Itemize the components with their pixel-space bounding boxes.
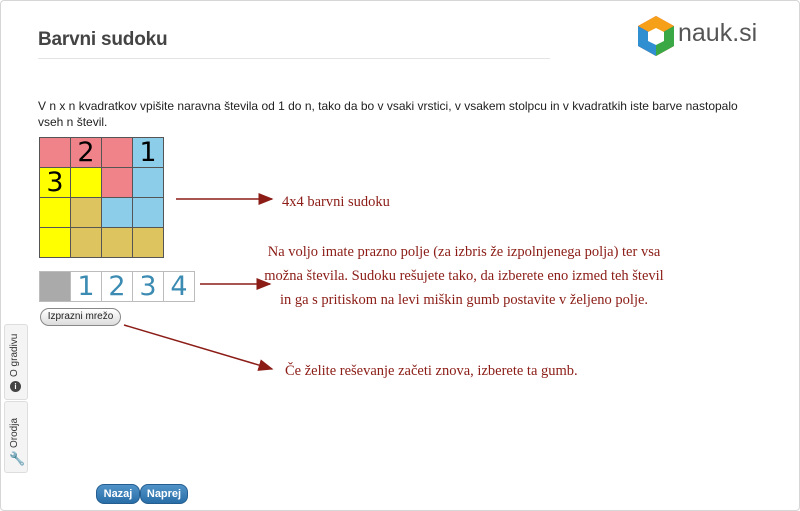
palette-number-1[interactable]: 1: [71, 272, 102, 301]
instructions-text: V n x n kvadratkov vpišite naravna števila od 1 do n, tako da bo v vsaki vrstici, v vsakem stolpcu in v kvadratkih iste barve nastopalo vseh n števil.: [38, 99, 738, 129]
palette-number-3[interactable]: 3: [133, 272, 164, 301]
grid-cell[interactable]: 2: [71, 138, 102, 168]
about-material-label: O gradivu: [9, 333, 20, 377]
grid-cell[interactable]: 1: [133, 138, 164, 168]
grid-note: 4x4 barvni sudoku: [282, 194, 390, 210]
palette-number-2[interactable]: 2: [102, 272, 133, 301]
palette-number-4[interactable]: 4: [164, 272, 194, 301]
back-button[interactable]: Nazaj: [96, 484, 140, 504]
info-icon: i: [10, 381, 21, 392]
clear-grid-button[interactable]: Izprazni mrežo: [40, 308, 121, 326]
palette-note: Na voljo imate prazno polje (za izbris že izpolnjenega polja) ter vsa možna števila. Sudoku rešujete tako, da izberete eno izmed teh števil in ga s pritiskom na levi miškin gumb postavite v željeno polje.: [264, 244, 664, 308]
button-arrow: [124, 325, 272, 369]
about-material-tab[interactable]: [4, 324, 28, 400]
tools-label: Orodja: [9, 417, 20, 448]
tools-tab[interactable]: [4, 401, 28, 473]
grid-cell[interactable]: 3: [40, 168, 71, 198]
next-button[interactable]: Naprej: [140, 484, 188, 504]
logo-text: nauk.si: [678, 19, 758, 47]
page-title: Barvni sudoku: [38, 29, 168, 50]
clear-button-note: Če želite reševanje začeti znova, izberete ta gumb.: [285, 363, 578, 379]
wrench-icon: 🔧: [9, 451, 26, 466]
